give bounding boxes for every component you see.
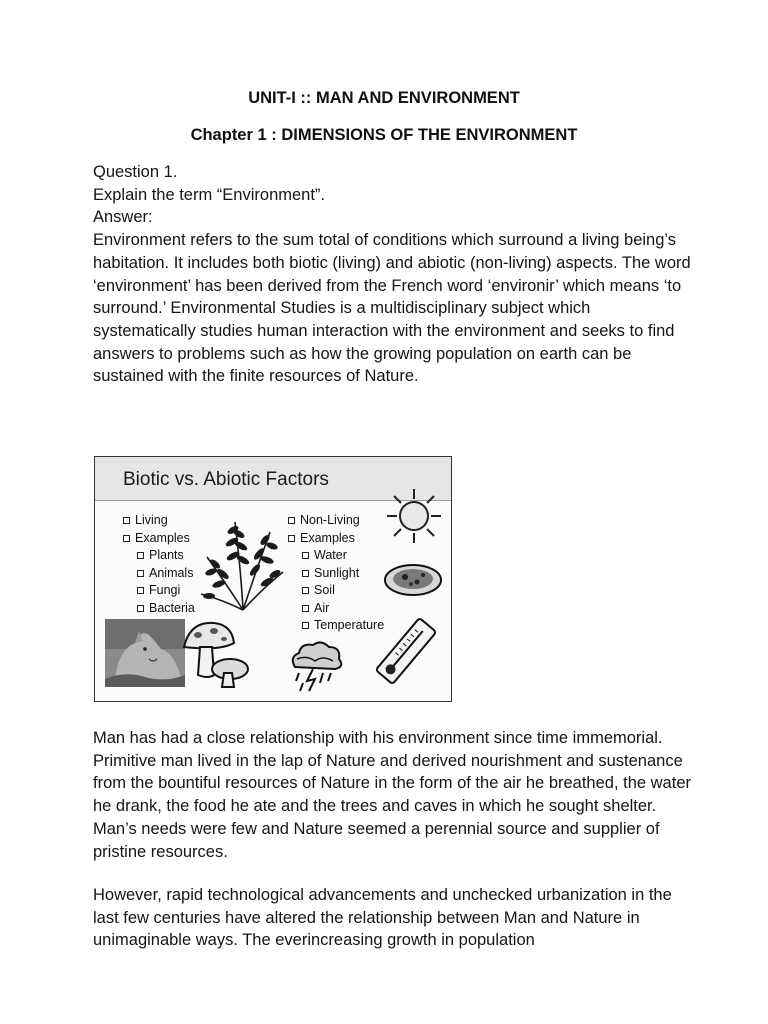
living-examples-row <box>123 530 195 548</box>
non-living-examples-row <box>288 530 384 548</box>
wolf-photo-icon <box>105 619 185 687</box>
living-examples-heading: Examples <box>135 530 190 545</box>
question-answer-block <box>93 161 693 388</box>
question-label: Question 1. <box>93 163 178 181</box>
bullet-icon <box>302 622 309 629</box>
bullet-icon <box>302 605 309 612</box>
list-item-label: Soil <box>314 583 335 597</box>
living-heading-row <box>123 512 195 530</box>
answer-text: Environment refers to the sum total of conditions which surround a living being’s habitation. It includes both biotic (living) and abiotic (non-living) aspects. The word ‘environment’ has been derived from the French word ‘environir’ which means ‘to surround.’ Environmental Studies is a multidisciplinary subject which systematically studies human interaction with the environment and seeks to find answers to problems such as how the growing population on earth can be sustained with the finite resources of Nature. <box>93 231 691 386</box>
storm-cloud-icon <box>287 639 345 693</box>
list-item-label: Plants <box>149 548 184 562</box>
chapter-title: Chapter 1 : DIMENSIONS OF THE ENVIRONMENT <box>190 126 578 144</box>
question-text: Explain the term “Environment”. <box>93 185 326 204</box>
list-item <box>288 582 384 600</box>
unit-title: UNIT-I :: MAN AND ENVIRONMENT <box>248 89 520 107</box>
list-item <box>288 565 384 583</box>
list-item-label: Temperature <box>314 618 385 632</box>
answer-label: Answer: <box>93 208 153 227</box>
bullet-icon <box>137 570 144 577</box>
thermometer-icon <box>373 615 439 687</box>
figure-title: Biotic vs. Abiotic Factors <box>95 457 451 501</box>
living-heading: Living <box>135 513 168 527</box>
paragraph-text: However, rapid technological advancements and unchecked urbanization in the last few centuries have altered the relationship between Man and Nature in unimaginable ways. The everincreasing growth in population <box>93 886 672 950</box>
bullet-icon <box>137 587 144 594</box>
mushrooms-icon <box>180 617 250 689</box>
bullet-icon <box>123 535 130 542</box>
list-item <box>288 547 384 565</box>
list-item <box>123 565 195 583</box>
list-item <box>123 547 195 565</box>
list-item <box>288 617 384 635</box>
non-living-heading-row <box>288 512 384 530</box>
list-item-label: Animals <box>149 565 194 580</box>
paragraph-text: Man has had a close relationship with his environment since time immemorial. Primitive man lived in the lap of Nature and derived nourishment and sustenance from the bountiful resources of Nature in the form of the air he breathed, the water he drank, the food he ate and the trees and caves in which he sought shelter. Man’s needs were few and Nature seemed a perennial source and supplier of pristine resources. <box>93 729 691 861</box>
fern-plant-icon <box>195 512 290 612</box>
list-item-label: Fungi <box>149 583 181 597</box>
paragraph-2 <box>93 727 693 863</box>
bullet-icon <box>137 552 144 559</box>
soil-dish-icon <box>383 560 443 598</box>
list-item-label: Sunlight <box>314 565 360 580</box>
non-living-examples-heading: Examples <box>300 530 355 545</box>
bullet-icon <box>123 517 130 524</box>
non-living-heading: Non-Living <box>300 513 360 527</box>
list-item <box>123 600 195 618</box>
paragraph-3 <box>93 884 693 952</box>
bullet-icon <box>137 605 144 612</box>
bullet-icon <box>302 570 309 577</box>
list-item <box>123 582 195 600</box>
sun-icon <box>385 487 443 545</box>
bullet-icon <box>302 587 309 594</box>
list-item <box>288 600 384 618</box>
biotic-abiotic-figure <box>94 456 452 702</box>
list-item-label: Water <box>314 548 347 562</box>
non-living-list <box>288 512 384 635</box>
bullet-icon <box>302 552 309 559</box>
list-item-label: Air <box>314 600 330 615</box>
living-list <box>123 512 195 617</box>
list-item-label: Bacteria <box>149 600 195 615</box>
